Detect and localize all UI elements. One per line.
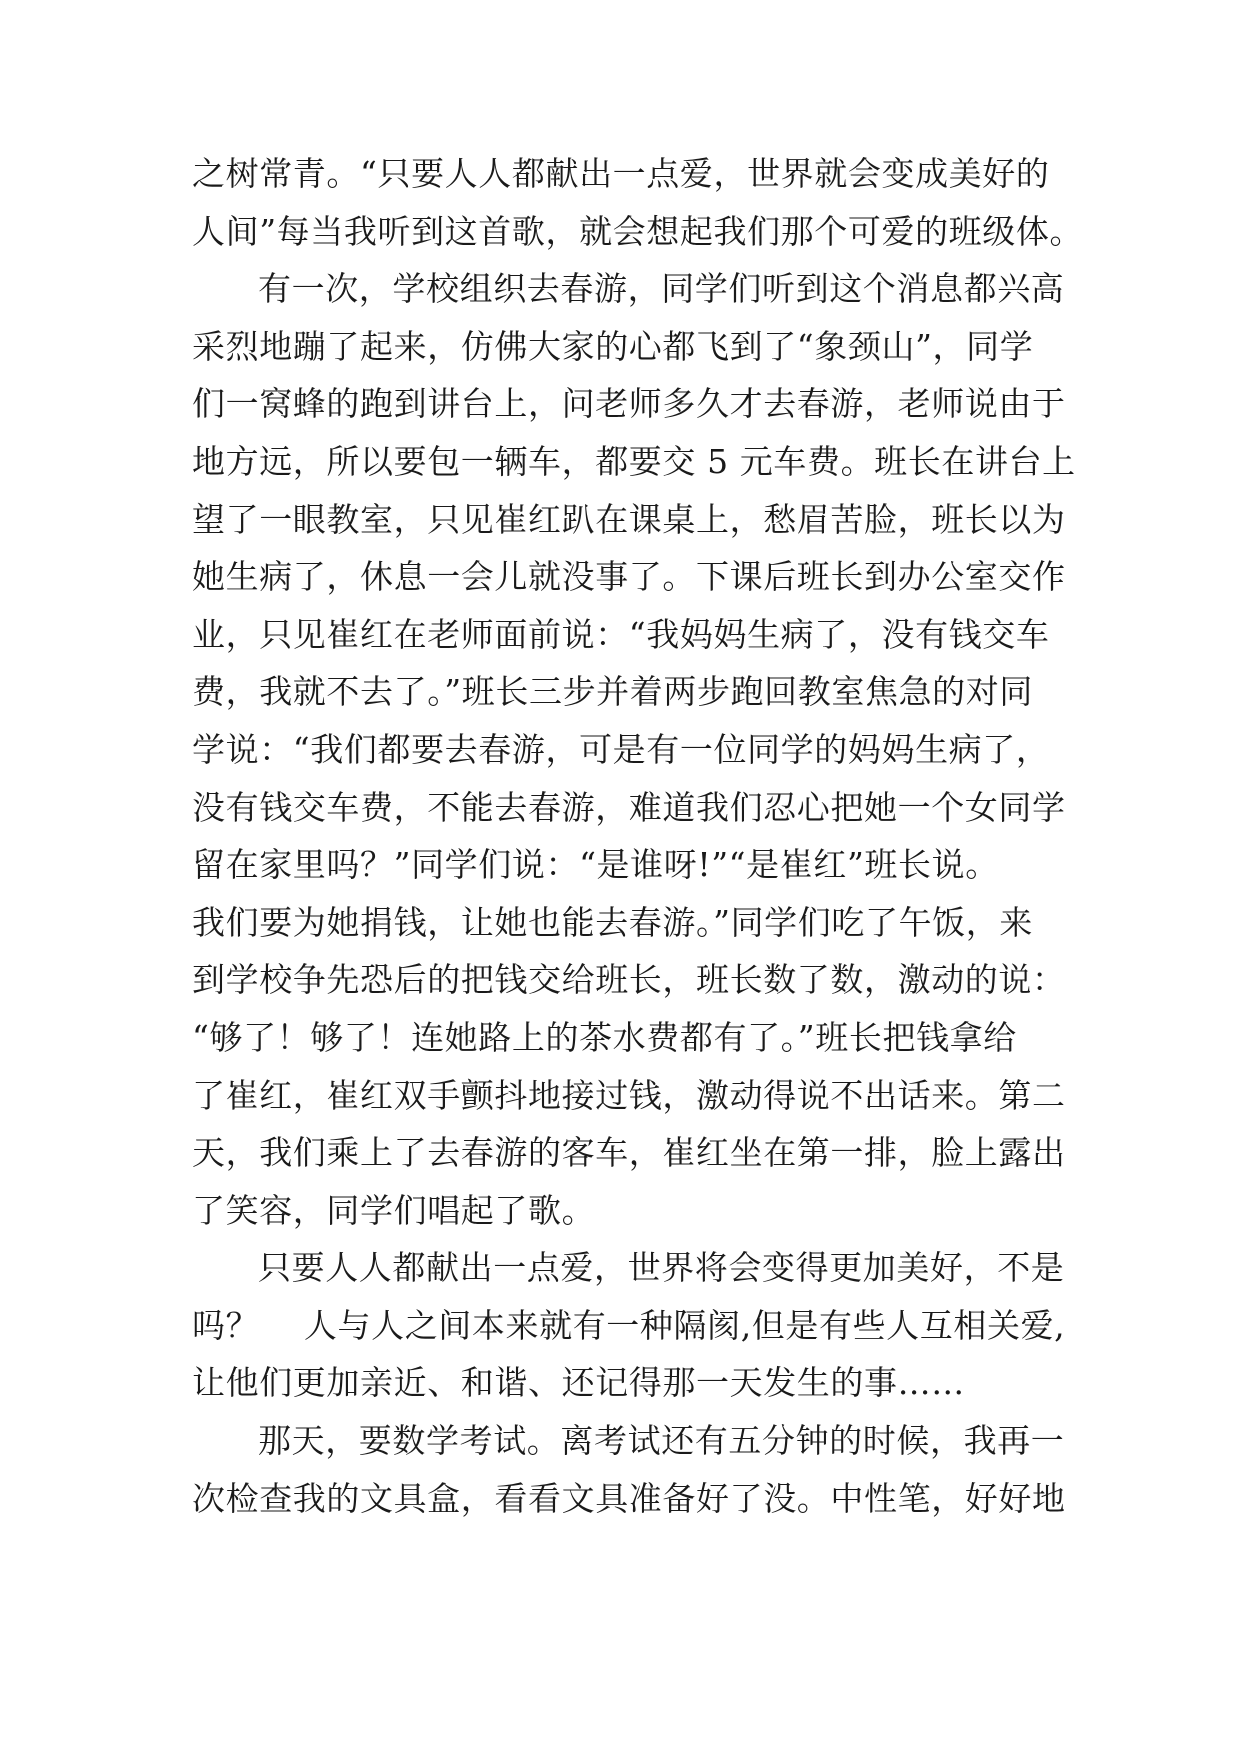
text-line: 人间”每当我听到这首歌，就会想起我们那个可爱的班级体。 xyxy=(192,211,1084,251)
text-line: 天，我们乘上了去春游的客车，崔红坐在第一排，脸上露出 xyxy=(192,1133,1066,1173)
text-line: 我们要为她捐钱，让她也能去春游。”同学们吃了午饭，来 xyxy=(192,902,1033,942)
paragraph-first-line: 只要人人都献出一点爱，世界将会变得更加美好，不是 xyxy=(258,1248,1065,1288)
text-line: 次检查我的文具盒，看看文具准备好了没。中性笔，好好地 xyxy=(192,1478,1066,1518)
text-line: 她生病了，休息一会儿就没事了。下课后班长到办公室交作 xyxy=(192,557,1066,597)
text-line: “够了！够了！连她路上的茶水费都有了。”班长把钱拿给 xyxy=(192,1017,1017,1057)
text-line: 留在家里吗？”同学们说：“是谁呀!”“是崔红”班长说。 xyxy=(192,845,999,885)
text-line: 了崔红，崔红双手颤抖地接过钱，激动得说不出话来。第二 xyxy=(192,1075,1066,1115)
text-line: 费，我就不去了。”班长三步并着两步跑回教室焦急的对同 xyxy=(192,672,1033,712)
text-line: 吗？ 人与人之间本来就有一种隔阂,但是有些人互相关爱, xyxy=(192,1305,1066,1345)
text-line: 之树常青。“只要人人都献出一点爱，世界就会变成美好的 xyxy=(192,154,1050,193)
paragraph-first-line: 有一次，学校组织去春游，同学们听到这个消息都兴高 xyxy=(258,269,1065,309)
text-line: 们一窝蜂的跑到讲台上，问老师多久才去春游，老师说由于 xyxy=(192,384,1066,424)
text-line: 让他们更加亲近、和谐、还记得那一天发生的事…… xyxy=(192,1363,965,1403)
text-line: 了笑容，同学们唱起了歌。 xyxy=(192,1190,596,1230)
text-line: 望了一眼教室，只见崔红趴在课桌上，愁眉苦脸，班长以为 xyxy=(192,499,1066,539)
document-body xyxy=(192,145,1084,1527)
text-line: 业，只见崔红在老师面前说：“我妈妈生病了，没有钱交车 xyxy=(192,614,1050,654)
text-line: 到学校争先恐后的把钱交给班长，班长数了数，激动的说： xyxy=(192,960,1066,1000)
text-line: 采烈地蹦了起来，仿佛大家的心都飞到了“象颈山”，同学 xyxy=(192,326,1034,366)
paragraph-first-line: 那天，要数学考试。离考试还有五分钟的时候，我再一 xyxy=(258,1421,1065,1461)
text-line: 没有钱交车费，不能去春游，难道我们忍心把她一个女同学 xyxy=(192,787,1066,827)
text-line: 学说：“我们都要去春游，可是有一位同学的妈妈生病了， xyxy=(192,729,1050,769)
text-line: 地方远，所以要包一辆车，都要交 5 元车费。班长在讲台上 xyxy=(192,441,1076,481)
